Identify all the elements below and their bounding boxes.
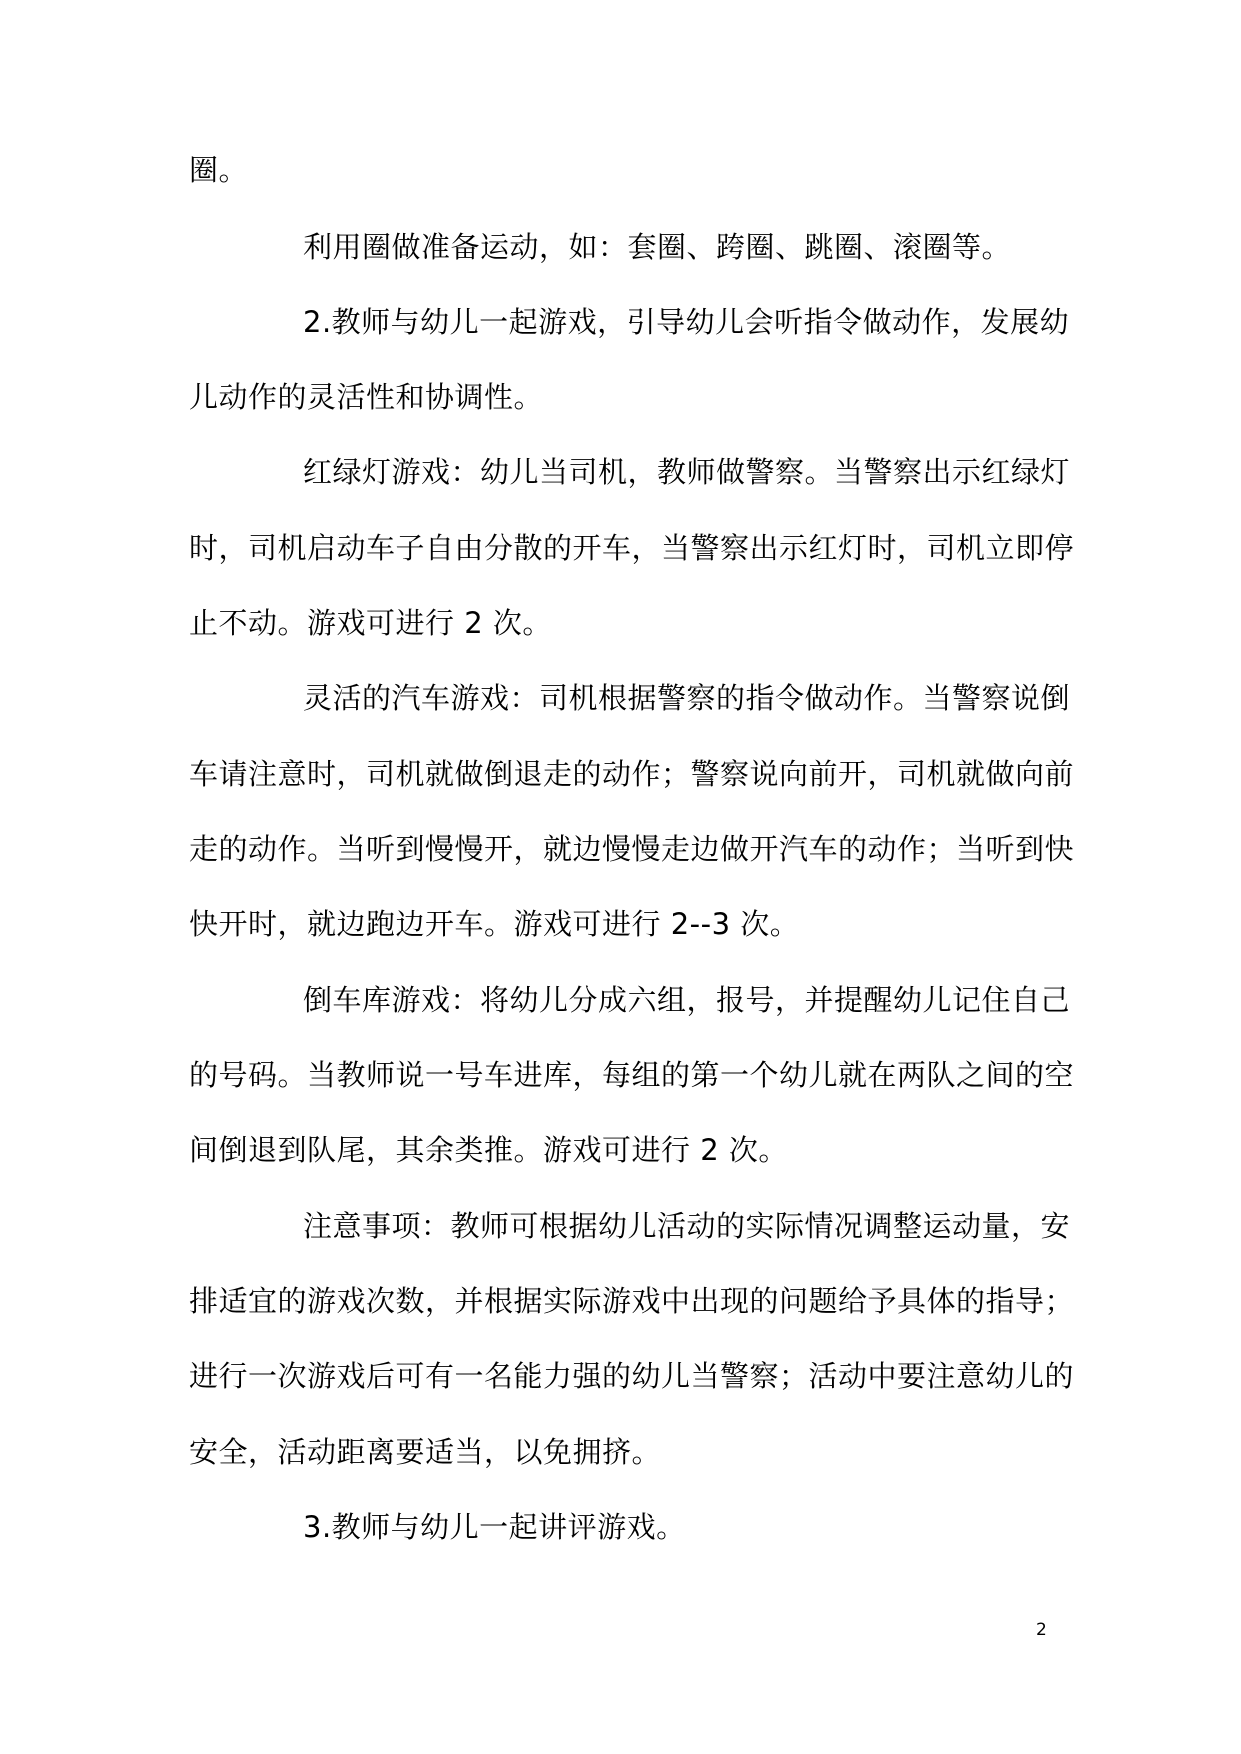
body-text-line: 止不动。游戏可进行 2 次。 — [189, 606, 552, 640]
body-text-line: 利用圈做准备运动，如：套圈、跨圈、跳圈、滚圈等。 — [303, 230, 1012, 264]
body-text-line: 间倒退到队尾，其余类推。游戏可进行 2 次。 — [189, 1133, 788, 1167]
body-text-line: 2.教师与幼儿一起游戏，引导幼儿会听指令做动作，发展幼 — [303, 305, 1070, 339]
body-text-line: 的号码。当教师说一号车进库，每组的第一个幼儿就在两队之间的空 — [189, 1058, 1075, 1092]
body-text-line: 走的动作。当听到慢慢开，就边慢慢走边做开汽车的动作；当听到快 — [189, 832, 1075, 866]
body-text-line: 排适宜的游戏次数，并根据实际游戏中出现的问题给予具体的指导； — [189, 1284, 1075, 1318]
body-text-line: 圈。 — [189, 153, 249, 187]
body-text-line: 3.教师与幼儿一起讲评游戏。 — [303, 1510, 686, 1544]
body-text-line: 倒车库游戏：将幼儿分成六组，报号，并提醒幼儿记住自己 — [303, 983, 1071, 1017]
body-text-line: 儿动作的灵活性和协调性。 — [189, 380, 544, 414]
body-text-line: 时，司机启动车子自由分散的开车，当警察出示红灯时，司机立即停 — [189, 531, 1075, 565]
body-text-line: 灵活的汽车游戏：司机根据警察的指令做动作。当警察说倒 — [303, 681, 1071, 715]
body-text-line: 注意事项：教师可根据幼儿活动的实际情况调整运动量，安 — [303, 1209, 1071, 1243]
body-text-line: 红绿灯游戏：幼儿当司机，教师做警察。当警察出示红绿灯 — [303, 455, 1071, 489]
body-text-line: 安全，活动距离要适当，以免拥挤。 — [189, 1435, 662, 1469]
body-text-line: 进行一次游戏后可有一名能力强的幼儿当警察；活动中要注意幼儿的 — [189, 1359, 1075, 1393]
body-text-line: 车请注意时，司机就做倒退走的动作；警察说向前开，司机就做向前 — [189, 757, 1075, 791]
body-text-line: 快开时，就边跑边开车。游戏可进行 2--3 次。 — [189, 907, 800, 941]
page-number: 2 — [1036, 1620, 1047, 1640]
